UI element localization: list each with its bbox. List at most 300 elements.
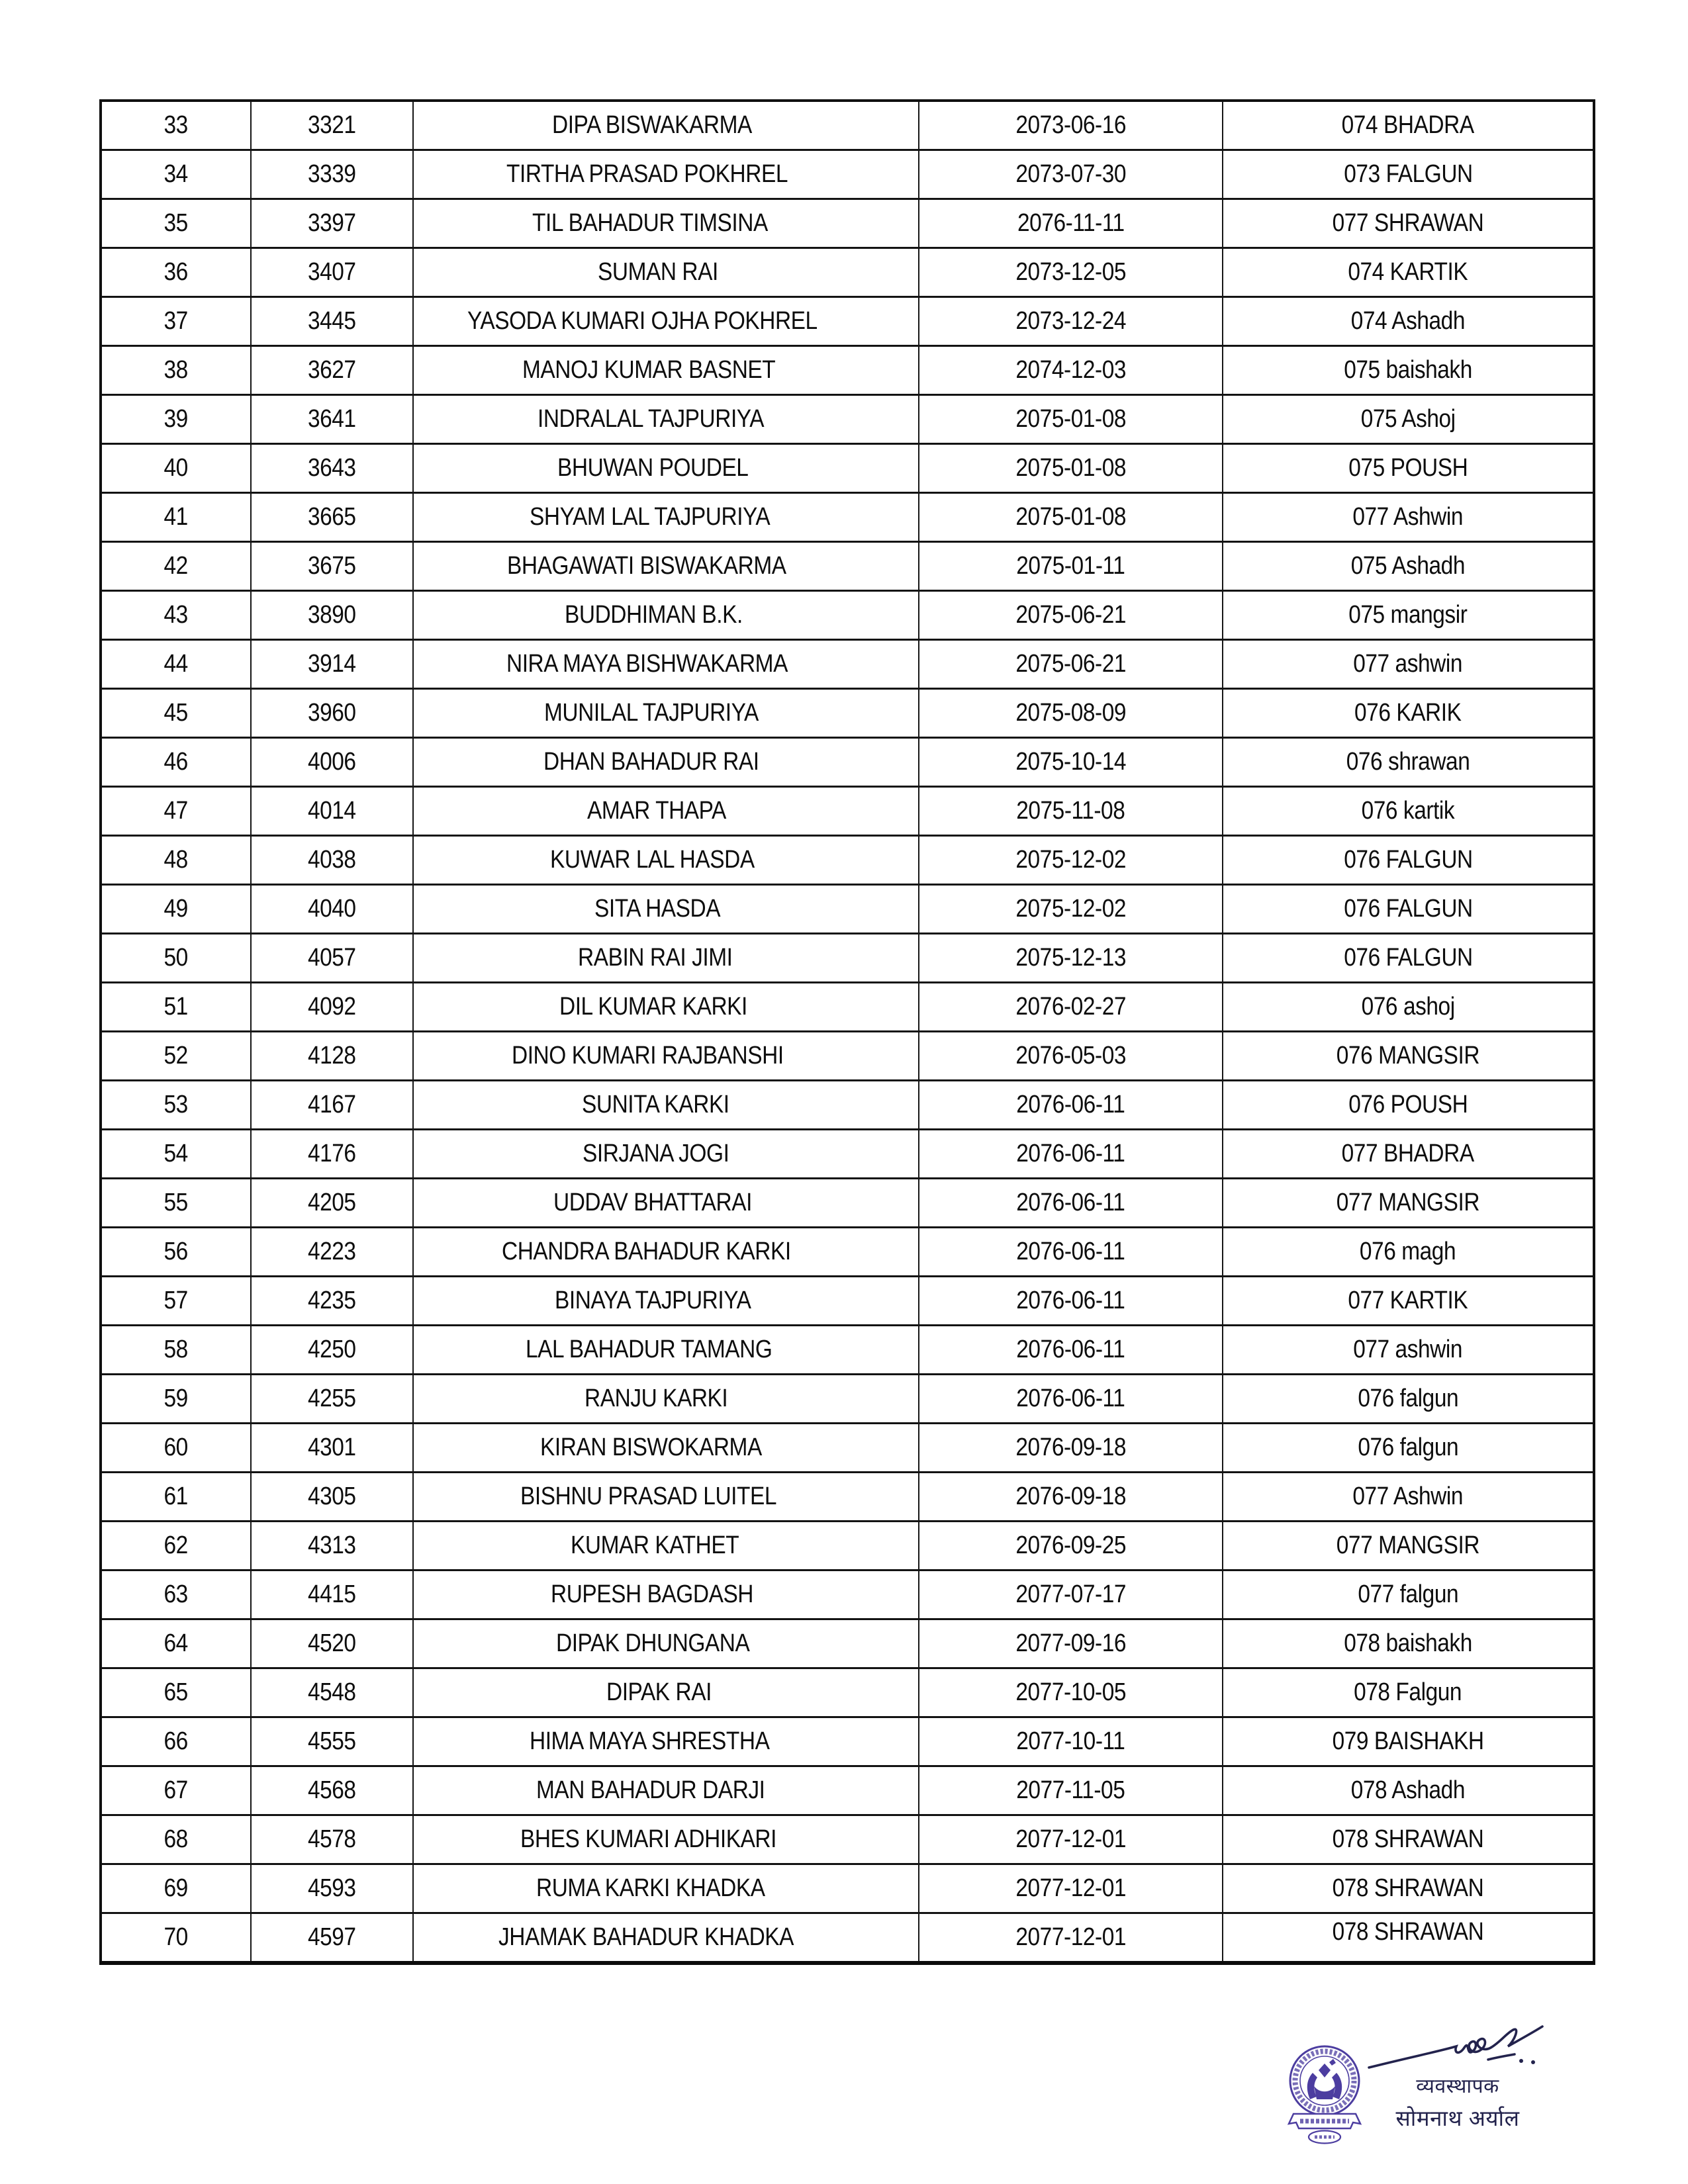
cell-name: DINO KUMARI RAJBANSHI — [511, 1042, 784, 1069]
cell-month: 076 POUSH — [1348, 1091, 1468, 1118]
cell-name: YASODA KUMARI OJHA POKHREL — [467, 307, 818, 335]
cell-serial: 57 — [164, 1287, 189, 1314]
member-id-cell — [251, 1179, 413, 1228]
serial-cell — [101, 1570, 251, 1619]
cell-date: 2076-11-11 — [1017, 209, 1125, 237]
table-row — [101, 1473, 1594, 1522]
cell-date: 2073-12-05 — [1015, 258, 1126, 286]
cell-serial: 39 — [164, 405, 189, 433]
cell-name: DIPAK DHUNGANA — [555, 1629, 750, 1657]
cell-date: 2076-09-25 — [1015, 1531, 1126, 1559]
table-row — [101, 1130, 1594, 1179]
member-id-cell — [251, 1424, 413, 1473]
cell-member-id: 4250 — [308, 1336, 356, 1363]
month-cell — [1223, 1081, 1594, 1130]
member-id-cell — [251, 689, 413, 738]
name-cell — [413, 1913, 919, 1964]
date-cell — [919, 395, 1223, 444]
table-row — [101, 591, 1594, 640]
serial-cell — [101, 1424, 251, 1473]
month-cell — [1223, 885, 1594, 934]
cell-name: KUWAR LAL HASDA — [549, 846, 755, 874]
member-id-cell — [251, 1228, 413, 1277]
cell-serial: 36 — [164, 258, 189, 286]
serial-cell — [101, 689, 251, 738]
member-id-cell — [251, 346, 413, 395]
serial-cell — [101, 1326, 251, 1375]
serial-cell — [101, 1815, 251, 1864]
month-cell — [1223, 1473, 1594, 1522]
serial-cell — [101, 738, 251, 787]
cell-date: 2077-10-11 — [1016, 1727, 1125, 1755]
cell-member-id: 4205 — [308, 1189, 356, 1216]
date-cell — [919, 1375, 1223, 1424]
cell-month: 078 Ashadh — [1350, 1776, 1466, 1804]
cell-name: HIMA MAYA SHRESTHA — [530, 1727, 770, 1755]
month-cell — [1223, 493, 1594, 542]
serial-cell — [101, 1668, 251, 1717]
date-cell — [919, 248, 1223, 297]
member-id-cell — [251, 1473, 413, 1522]
serial-cell — [101, 885, 251, 934]
cell-serial: 47 — [164, 797, 189, 825]
cell-month: 077 BHADRA — [1341, 1140, 1475, 1167]
month-cell — [1223, 1668, 1594, 1717]
cell-name: BINAYA TAJPURIYA — [554, 1287, 751, 1314]
records-table — [99, 99, 1595, 1965]
signature-icon — [1365, 2019, 1550, 2075]
member-id-cell — [251, 787, 413, 836]
cell-date: 2073-12-24 — [1015, 307, 1126, 335]
cell-serial: 43 — [164, 601, 189, 629]
cell-month: 076 falgun — [1358, 1433, 1458, 1461]
date-cell — [919, 591, 1223, 640]
date-cell — [919, 885, 1223, 934]
serial-cell — [101, 248, 251, 297]
cell-member-id: 4235 — [308, 1287, 356, 1314]
month-cell — [1223, 787, 1594, 836]
cell-member-id: 4057 — [308, 944, 356, 972]
cell-month: 075 baishakh — [1344, 356, 1472, 384]
table-row — [101, 346, 1594, 395]
name-cell — [413, 1277, 919, 1326]
cell-serial: 67 — [164, 1776, 189, 1804]
cell-month: 076 magh — [1360, 1238, 1456, 1265]
name-cell — [413, 591, 919, 640]
cell-date: 2073-07-30 — [1015, 160, 1126, 188]
cell-serial: 45 — [164, 699, 189, 727]
cell-serial: 62 — [164, 1531, 189, 1559]
cell-name: TIRTHA PRASAD POKHREL — [506, 160, 788, 188]
cell-member-id: 4301 — [308, 1433, 356, 1461]
table-row — [101, 493, 1594, 542]
cell-month: 074 BHADRA — [1341, 111, 1475, 139]
member-id-cell — [251, 1619, 413, 1668]
cell-serial: 42 — [164, 552, 189, 580]
cell-month: 077 falgun — [1358, 1580, 1458, 1608]
cell-member-id: 3445 — [308, 307, 356, 335]
cell-date: 2075-12-13 — [1015, 944, 1126, 972]
cell-serial: 65 — [164, 1678, 189, 1706]
date-cell — [919, 346, 1223, 395]
name-cell — [413, 248, 919, 297]
month-cell — [1223, 542, 1594, 591]
month-cell — [1223, 248, 1594, 297]
name-cell — [413, 199, 919, 248]
cell-serial: 63 — [164, 1580, 189, 1608]
month-cell — [1223, 1913, 1594, 1964]
serial-cell — [101, 199, 251, 248]
serial-cell — [101, 101, 251, 150]
cell-member-id: 4555 — [308, 1727, 356, 1755]
name-cell — [413, 346, 919, 395]
date-cell — [919, 836, 1223, 885]
serial-cell — [101, 493, 251, 542]
cell-name: LAL BAHADUR TAMANG — [526, 1336, 773, 1363]
date-cell — [919, 1032, 1223, 1081]
cell-member-id: 3675 — [308, 552, 356, 580]
date-cell — [919, 150, 1223, 199]
cell-member-id: 4176 — [308, 1140, 356, 1167]
month-cell — [1223, 1864, 1594, 1913]
table-row — [101, 787, 1594, 836]
table-row — [101, 1424, 1594, 1473]
name-cell — [413, 297, 919, 346]
month-cell — [1223, 689, 1594, 738]
name-cell — [413, 1032, 919, 1081]
cell-month: 076 shrawan — [1346, 748, 1470, 776]
name-cell — [413, 1717, 919, 1766]
cell-serial: 55 — [164, 1189, 189, 1216]
cell-member-id: 4092 — [308, 993, 356, 1021]
serial-cell — [101, 1277, 251, 1326]
cell-month: 076 kartik — [1361, 797, 1455, 825]
name-cell — [413, 1424, 919, 1473]
name-cell — [413, 150, 919, 199]
cell-serial: 58 — [164, 1336, 189, 1363]
cell-member-id: 4548 — [308, 1678, 356, 1706]
month-cell — [1223, 1375, 1594, 1424]
table-row — [101, 738, 1594, 787]
date-cell — [919, 1815, 1223, 1864]
serial-cell — [101, 346, 251, 395]
cell-member-id: 4038 — [308, 846, 356, 874]
cell-date: 2075-10-14 — [1015, 748, 1126, 776]
date-cell — [919, 199, 1223, 248]
cell-name: MUNILAL TAJPURIYA — [543, 699, 759, 727]
cell-date: 2073-06-16 — [1015, 111, 1126, 139]
month-cell — [1223, 738, 1594, 787]
serial-cell — [101, 1130, 251, 1179]
cell-name: BHAGAWATI BISWAKARMA — [507, 552, 787, 580]
serial-cell — [101, 591, 251, 640]
table-row — [101, 885, 1594, 934]
cell-serial: 59 — [164, 1385, 189, 1412]
name-cell — [413, 787, 919, 836]
cell-name: RABIN RAI JIMI — [578, 944, 733, 972]
table-row — [101, 1277, 1594, 1326]
table-row — [101, 1081, 1594, 1130]
date-cell — [919, 1228, 1223, 1277]
cell-date: 2075-06-21 — [1015, 650, 1126, 678]
cell-serial: 54 — [164, 1140, 189, 1167]
name-cell — [413, 640, 919, 689]
cell-name: KUMAR KATHET — [570, 1531, 739, 1559]
date-cell — [919, 493, 1223, 542]
serial-cell — [101, 150, 251, 199]
cell-month: 075 Ashoj — [1360, 405, 1456, 433]
cell-name: SUNITA KARKI — [582, 1091, 730, 1118]
cell-date: 2075-12-02 — [1015, 846, 1126, 874]
table-row — [101, 1032, 1594, 1081]
serial-cell — [101, 1032, 251, 1081]
date-cell — [919, 1473, 1223, 1522]
cell-month: 077 ashwin — [1353, 650, 1463, 678]
cell-date: 2076-09-18 — [1015, 1433, 1126, 1461]
serial-cell — [101, 934, 251, 983]
table-row — [101, 1326, 1594, 1375]
cell-date: 2077-12-01 — [1015, 1825, 1126, 1853]
cell-member-id: 3627 — [308, 356, 356, 384]
date-cell — [919, 1668, 1223, 1717]
cell-serial: 66 — [164, 1727, 189, 1755]
cell-member-id: 4255 — [308, 1385, 356, 1412]
serial-cell — [101, 1766, 251, 1815]
member-id-cell — [251, 1522, 413, 1570]
cell-name: NIRA MAYA BISHWAKARMA — [506, 650, 788, 678]
cell-member-id: 4223 — [308, 1238, 356, 1265]
cell-name: MAN BAHADUR DARJI — [536, 1776, 765, 1804]
table-row — [101, 1864, 1594, 1913]
cell-name: DHAN BAHADUR RAI — [543, 748, 759, 776]
cell-name: AMAR THAPA — [586, 797, 726, 825]
member-id-cell — [251, 640, 413, 689]
table-row — [101, 150, 1594, 199]
date-cell — [919, 983, 1223, 1032]
cell-serial: 68 — [164, 1825, 189, 1853]
signature-name: सोमनाथ अर्याल — [1395, 2106, 1520, 2130]
cell-month: 075 mangsir — [1348, 601, 1468, 629]
cell-name: CHANDRA BAHADUR KARKI — [501, 1238, 791, 1265]
name-cell — [413, 1326, 919, 1375]
cell-date: 2076-06-11 — [1016, 1238, 1125, 1265]
cell-serial: 61 — [164, 1482, 189, 1510]
cell-month: 076 KARIK — [1354, 699, 1462, 727]
signature-title: व्यवस्थापक — [1416, 2075, 1499, 2097]
date-cell — [919, 101, 1223, 150]
month-cell — [1223, 1326, 1594, 1375]
name-cell — [413, 1081, 919, 1130]
table-row — [101, 1717, 1594, 1766]
member-id-cell — [251, 101, 413, 150]
cell-date: 2077-09-16 — [1015, 1629, 1126, 1657]
cell-member-id: 3407 — [308, 258, 356, 286]
serial-cell — [101, 1179, 251, 1228]
month-cell — [1223, 1570, 1594, 1619]
date-cell — [919, 1081, 1223, 1130]
month-cell — [1223, 934, 1594, 983]
member-id-cell — [251, 1326, 413, 1375]
member-id-cell — [251, 1913, 413, 1964]
cell-name: RANJU KARKI — [585, 1385, 728, 1412]
cell-name: BISHNU PRASAD LUITEL — [520, 1482, 777, 1510]
cell-member-id: 4128 — [308, 1042, 356, 1069]
month-cell — [1223, 101, 1594, 150]
member-id-cell — [251, 983, 413, 1032]
date-cell — [919, 542, 1223, 591]
name-cell — [413, 1375, 919, 1424]
serial-cell — [101, 1717, 251, 1766]
cell-serial: 50 — [164, 944, 189, 972]
cell-date: 2077-12-01 — [1015, 1923, 1126, 1951]
member-id-cell — [251, 1864, 413, 1913]
cell-member-id: 4040 — [308, 895, 356, 923]
cell-date: 2075-08-09 — [1015, 699, 1126, 727]
member-id-cell — [251, 1375, 413, 1424]
cell-member-id: 4597 — [308, 1923, 356, 1951]
cell-name: RUPESH BAGDASH — [551, 1580, 754, 1608]
cell-month: 079 BAISHAKH — [1332, 1727, 1484, 1755]
cell-name: SUMAN RAI — [597, 258, 718, 286]
table-row — [101, 1619, 1594, 1668]
cell-month: 076 FALGUN — [1343, 944, 1473, 972]
cell-date: 2077-12-01 — [1015, 1874, 1126, 1902]
table-row — [101, 248, 1594, 297]
cell-member-id: 4167 — [308, 1091, 356, 1118]
cell-month: 077 Ashwin — [1352, 503, 1464, 531]
member-id-cell — [251, 444, 413, 493]
serial-cell — [101, 1619, 251, 1668]
month-cell — [1223, 836, 1594, 885]
cell-serial: 56 — [164, 1238, 189, 1265]
cell-date: 2076-05-03 — [1015, 1042, 1126, 1069]
table-row — [101, 1766, 1594, 1815]
cell-member-id: 4578 — [308, 1825, 356, 1853]
cell-name: DIPA BISWAKARMA — [552, 111, 753, 139]
cell-serial: 34 — [164, 160, 189, 188]
month-cell — [1223, 444, 1594, 493]
date-cell — [919, 1864, 1223, 1913]
month-cell — [1223, 1032, 1594, 1081]
cell-member-id: 4568 — [308, 1776, 356, 1804]
table-row — [101, 1913, 1594, 1964]
table-row — [101, 1570, 1594, 1619]
member-id-cell — [251, 1081, 413, 1130]
cell-date: 2075-06-21 — [1015, 601, 1126, 629]
table-row — [101, 983, 1594, 1032]
name-cell — [413, 934, 919, 983]
date-cell — [919, 1179, 1223, 1228]
table-row — [101, 1815, 1594, 1864]
date-cell — [919, 1717, 1223, 1766]
cell-month: 076 falgun — [1358, 1385, 1458, 1412]
cell-month: 077 MANGSIR — [1336, 1531, 1480, 1559]
cell-name: BUDDHIMAN B.K. — [565, 601, 743, 629]
serial-cell — [101, 1228, 251, 1277]
cell-date: 2076-06-11 — [1016, 1091, 1125, 1118]
cell-serial: 69 — [164, 1874, 189, 1902]
name-cell — [413, 493, 919, 542]
cell-member-id: 4305 — [308, 1482, 356, 1510]
table-row — [101, 689, 1594, 738]
cell-month: 074 KARTIK — [1348, 258, 1468, 286]
member-id-cell — [251, 1130, 413, 1179]
month-cell — [1223, 640, 1594, 689]
name-cell — [413, 1522, 919, 1570]
cell-date: 2076-06-11 — [1016, 1336, 1125, 1363]
cell-month: 074 Ashadh — [1350, 307, 1466, 335]
cell-member-id: 4006 — [308, 748, 356, 776]
serial-cell — [101, 1913, 251, 1964]
name-cell — [413, 444, 919, 493]
member-id-cell — [251, 836, 413, 885]
month-cell — [1223, 1766, 1594, 1815]
member-id-cell — [251, 934, 413, 983]
table-row — [101, 101, 1594, 150]
cell-name: RUMA KARKI KHADKA — [536, 1874, 765, 1902]
cell-serial: 51 — [164, 993, 189, 1021]
member-id-cell — [251, 1032, 413, 1081]
serial-cell — [101, 1081, 251, 1130]
member-id-cell — [251, 1717, 413, 1766]
serial-cell — [101, 836, 251, 885]
cell-month: 077 Ashwin — [1352, 1482, 1464, 1510]
records-body — [101, 101, 1594, 1963]
name-cell — [413, 542, 919, 591]
serial-cell — [101, 542, 251, 591]
month-cell — [1223, 591, 1594, 640]
date-cell — [919, 1522, 1223, 1570]
table-row — [101, 395, 1594, 444]
cell-date: 2075-11-08 — [1016, 797, 1125, 825]
cell-month: 075 Ashadh — [1350, 552, 1466, 580]
month-cell — [1223, 1179, 1594, 1228]
month-cell — [1223, 1228, 1594, 1277]
cell-date: 2075-01-08 — [1015, 503, 1126, 531]
cell-serial: 48 — [164, 846, 189, 874]
cell-member-id: 3321 — [308, 111, 356, 139]
date-cell — [919, 1277, 1223, 1326]
member-id-cell — [251, 297, 413, 346]
cell-date: 2076-09-18 — [1015, 1482, 1126, 1510]
cell-member-id: 4593 — [308, 1874, 356, 1902]
date-cell — [919, 297, 1223, 346]
date-cell — [919, 787, 1223, 836]
member-id-cell — [251, 591, 413, 640]
date-cell — [919, 1570, 1223, 1619]
cell-name: INDRALAL TAJPURIYA — [537, 405, 764, 433]
cell-month: 077 SHRAWAN — [1332, 209, 1484, 237]
serial-cell — [101, 444, 251, 493]
table-row — [101, 542, 1594, 591]
member-id-cell — [251, 542, 413, 591]
cell-name: UDDAV BHATTARAI — [553, 1189, 752, 1216]
table-row — [101, 444, 1594, 493]
cell-serial: 49 — [164, 895, 189, 923]
cell-month: 078 SHRAWAN — [1332, 1874, 1484, 1902]
name-cell — [413, 1570, 919, 1619]
cell-serial: 41 — [164, 503, 189, 531]
name-cell — [413, 1473, 919, 1522]
member-id-cell — [251, 885, 413, 934]
serial-cell — [101, 1473, 251, 1522]
cell-month: 078 SHRAWAN — [1332, 1825, 1484, 1853]
cell-name: DIPAK RAI — [606, 1678, 712, 1706]
date-cell — [919, 444, 1223, 493]
cell-serial: 64 — [164, 1629, 189, 1657]
member-id-cell — [251, 150, 413, 199]
table-row — [101, 1522, 1594, 1570]
